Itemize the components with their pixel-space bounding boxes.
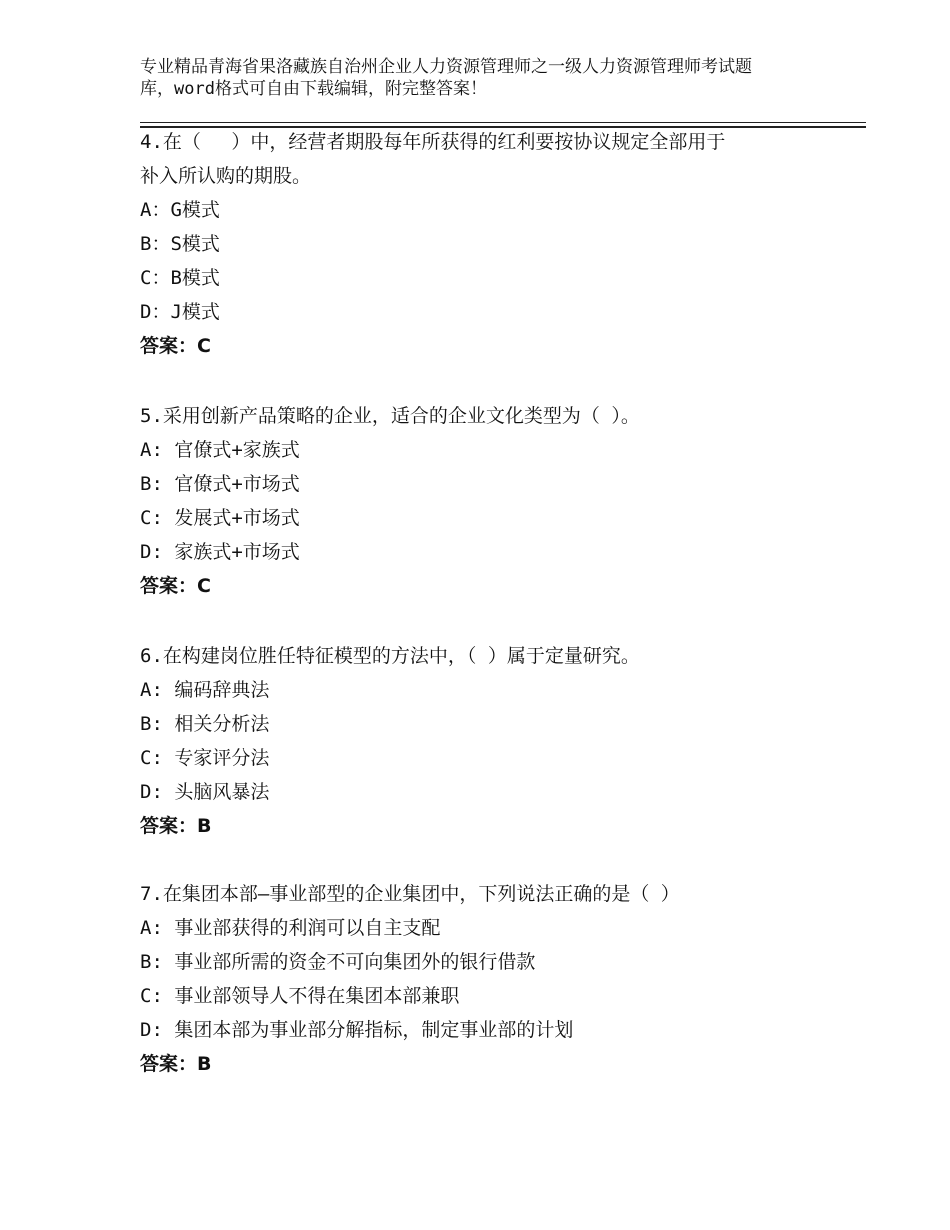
answer: 答案：B <box>140 1053 212 1075</box>
option-b: B: 事业部所需的资金不可向集团外的银行借款 <box>140 951 536 973</box>
header-divider-thin <box>140 122 866 123</box>
question-stem-line-1: 4.在（ ）中，经营者期股每年所获得的红利要按协议规定全部用于 <box>140 131 726 153</box>
option-a: A：G模式 <box>140 199 220 221</box>
question-6 <box>140 639 830 843</box>
document-header <box>140 56 830 100</box>
question-stem-line-1: 5.采用创新产品策略的企业，适合的企业文化类型为（ ）。 <box>140 405 640 427</box>
option-d: D: 集团本部为事业部分解指标，制定事业部的计划 <box>140 1019 574 1041</box>
option-c: C：B模式 <box>140 267 220 289</box>
option-b: B: 官僚式+市场式 <box>140 473 300 495</box>
answer: 答案：B <box>140 815 212 837</box>
option-d: D：J模式 <box>140 301 220 323</box>
option-a: A: 事业部获得的利润可以自主支配 <box>140 917 441 939</box>
option-d: D: 家族式+市场式 <box>140 541 300 563</box>
question-4 <box>140 125 830 363</box>
answer: 答案：C <box>140 335 211 357</box>
option-b: B：S模式 <box>140 233 220 255</box>
header-line-1: 专业精品青海省果洛藏族自治州企业人力资源管理师之一级人力资源管理师考试题 <box>140 57 752 77</box>
question-stem-line-1: 6.在构建岗位胜任特征模型的方法中，（ ）属于定量研究。 <box>140 645 640 667</box>
question-7 <box>140 877 830 1081</box>
option-d: D: 头脑风暴法 <box>140 781 270 803</box>
option-c: C: 发展式+市场式 <box>140 507 300 529</box>
header-line-2: 库，word格式可自由下载编辑，附完整答案！ <box>140 79 487 99</box>
question-stem-line-2: 补入所认购的期股。 <box>140 165 312 187</box>
option-a: A: 编码辞典法 <box>140 679 270 701</box>
question-5 <box>140 399 830 603</box>
option-b: B: 相关分析法 <box>140 713 270 735</box>
option-c: C: 事业部领导人不得在集团本部兼职 <box>140 985 460 1007</box>
answer: 答案：C <box>140 575 211 597</box>
option-c: C: 专家评分法 <box>140 747 270 769</box>
option-a: A: 官僚式+家族式 <box>140 439 300 461</box>
question-stem-line-1: 7.在集团本部—事业部型的企业集团中，下列说法正确的是（ ） <box>140 883 680 905</box>
